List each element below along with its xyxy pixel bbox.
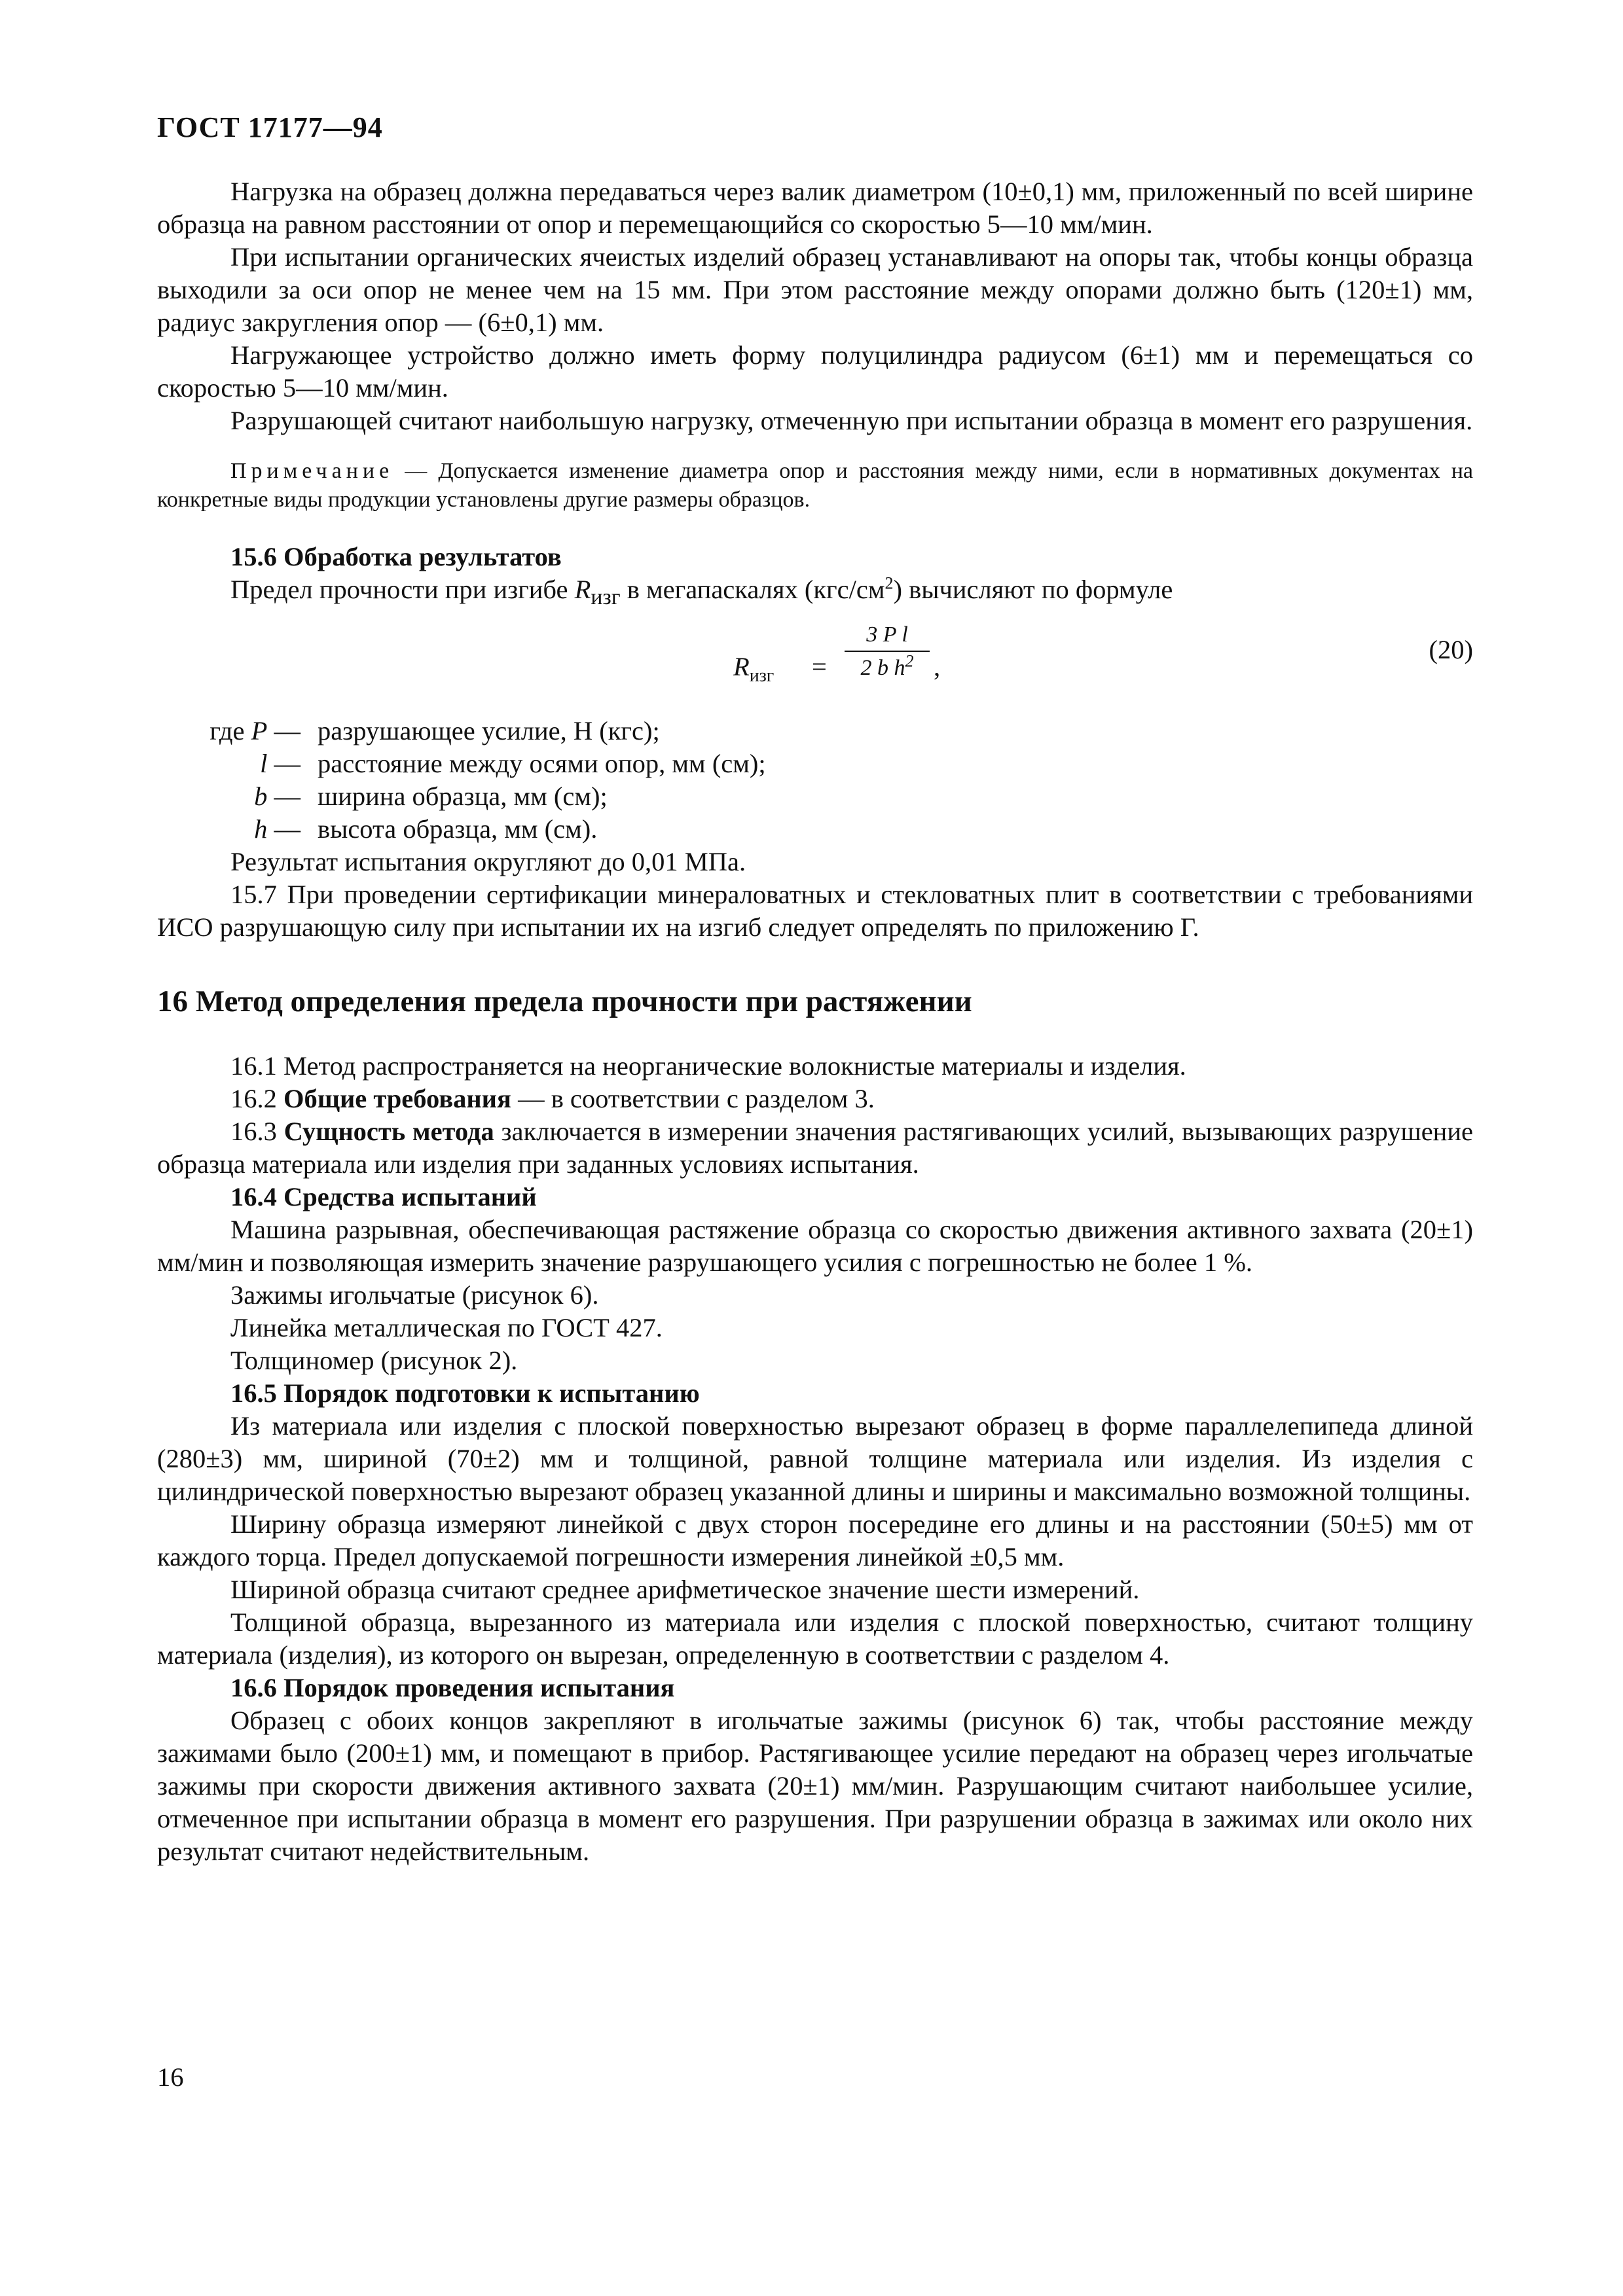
formula-numerator: 3 P l — [845, 620, 930, 652]
where-row: l — расстояние между осями опор, мм (см); — [260, 749, 766, 779]
paragraph-thickness-gauge: Толщиномер (рисунок 2). — [230, 1346, 518, 1376]
document-header: ГОСТ 17177—94 — [157, 111, 383, 143]
paragraph-bending-strength: Предел прочности при изгибе $R_{изг}$ в мегапаскалях $(кгс/см^2)$ вычисляют по формуле — [230, 573, 1173, 610]
where-list — [157, 715, 1473, 846]
paragraph-load-transfer: Нагрузка на образец должна передаваться через валик диаметром (10±0,1) мм, приложенный по всей ширине образца на равном расстоянии от опор и перемещающийся со скоростью 5—10 мм/мин. — [157, 177, 1473, 239]
note — [157, 457, 1473, 514]
formula-fraction — [845, 620, 930, 685]
paragraph-tensile-machine: Машина разрывная, обеспечивающая растяжение образца со скоростью движения активного захвата (20±1) мм/мин и позволяющая измерить значение разрушающего усилия с погрешностью не более 1 %. — [157, 1215, 1473, 1278]
page-number: 16 — [157, 2062, 184, 2092]
section-16-5-title: 16.5 Порядок подготовки к испытанию — [230, 1378, 700, 1408]
paragraph-needle-clamps: Зажимы игольчатые (рисунок 6). — [230, 1280, 599, 1310]
paragraph-15-7: 15.7 При проведении сертификации минераловатных и стекловатных плит в соответствии с требованиями ИСО разрушающую силу при испытании их на изгиб следует определять по приложению Г. — [157, 880, 1473, 942]
paragraph-test-procedure: Образец с обоих концов закрепляют в игольчатые зажимы (рисунок 6) так, чтобы расстояние между зажимами было (200±1) мм, и помещают в прибор. Растягивающее усилие передают на образец через игольчатые зажимы при скорости движения активного захвата (20±1) мм/мин. Разрушающим считают наибольшее усилие, отмеченное при испытании образца в момент его разрушения. При разрушении образца в зажимах или около них результат считают недействительным. — [157, 1706, 1473, 1867]
where-row: где P — разрушающее усилие, Н (кгс); — [210, 716, 660, 746]
formula-lhs: $R_{изг}$ — [733, 652, 775, 687]
section-16-4-title: 16.4 Средства испытаний — [230, 1182, 537, 1212]
paragraph-width-measure: Ширину образца измеряют линейкой с двух сторон посередине его длины и на расстоянии (50±5) мм от каждого торца. Предел допускаемой погрешности измерения линейкой ±0,5 мм. — [157, 1509, 1473, 1572]
section-16-title: 16 Метод определения предела прочности при растяжении — [157, 984, 972, 1019]
paragraph-thickness: Толщиной образца, вырезанного из материала или изделия с плоской поверхностью, считают толщину материала (изделия), из которого он вырезан, определенную в соответствии с разделом 4. — [157, 1607, 1473, 1670]
paragraph-destructive-load: Разрушающей считают наибольшую нагрузку, отмеченную при испытании образца в момент его разрушения. — [230, 406, 1473, 435]
paragraph-loading-device: Нагружающее устройство должно иметь форму полуцилиндра радиусом (6±1) мм и перемещаться со скоростью 5—10 мм/мин. — [157, 340, 1473, 403]
note-text: — Допускается изменение диаметра опор и расстояния между ними, если в нормативных документах на конкретные виды продукции установлены другие размеры образцов. — [157, 459, 1473, 512]
formula-equals: = — [812, 652, 827, 682]
paragraph-16-2: 16.2 Общие требования — в соответствии с разделом 3. — [230, 1084, 875, 1114]
paragraph-width-mean: Шириной образца считают среднее арифметическое значение шести измерений. — [230, 1575, 1140, 1605]
section-16-6-title: 16.6 Порядок проведения испытания — [230, 1673, 675, 1703]
document-page — [157, 111, 1473, 1868]
formula-20 — [157, 620, 1473, 706]
paragraph-rounding: Результат испытания округляют до 0,01 МПа. — [230, 847, 746, 877]
paragraph-metal-ruler: Линейка металлическая по ГОСТ 427. — [230, 1313, 663, 1343]
paragraph-16-1: 16.1 Метод распространяется на неорганические волокнистые материалы и изделия. — [230, 1051, 1186, 1081]
paragraph-specimen-cut: Из материала или изделия с плоской поверхностью вырезают образец в форме параллелепипеда длиной (280±3) мм, шириной (70±2) мм и толщиной, равной толщине материала или изделия. Из изделия с цилиндрической поверхностью вырезают образец указанной длины и ширины и максимально возможной толщины. — [157, 1411, 1473, 1507]
note-label: Примечание — [230, 459, 394, 483]
where-row: b — ширина образца, мм (см); — [254, 781, 608, 812]
formula-denominator: 2 b $h^2$ — [860, 651, 914, 681]
section-15-6-title: 15.6 Обработка результатов — [230, 542, 562, 571]
symbol-r: R — [574, 575, 591, 604]
paragraph-organic-cellular: При испытании органических ячеистых изделий образец устанавливают на опоры так, чтобы концы образца выходили за оси опор не менее чем на 15 мм. При этом расстояние между опорами должно быть (120±1) мм, радиус закругления опор — (6±0,1) мм. — [157, 242, 1473, 337]
formula-comma: , — [934, 652, 941, 682]
paragraph-16-3: 16.3 Сущность метода заключается в измерении значения растягивающих усилий, вызывающих разрушение образца материала или изделия при заданных условиях испытания. — [157, 1117, 1474, 1179]
formula-number: (20) — [1429, 635, 1473, 665]
where-row: h — высота образца, мм (см). — [254, 814, 598, 844]
